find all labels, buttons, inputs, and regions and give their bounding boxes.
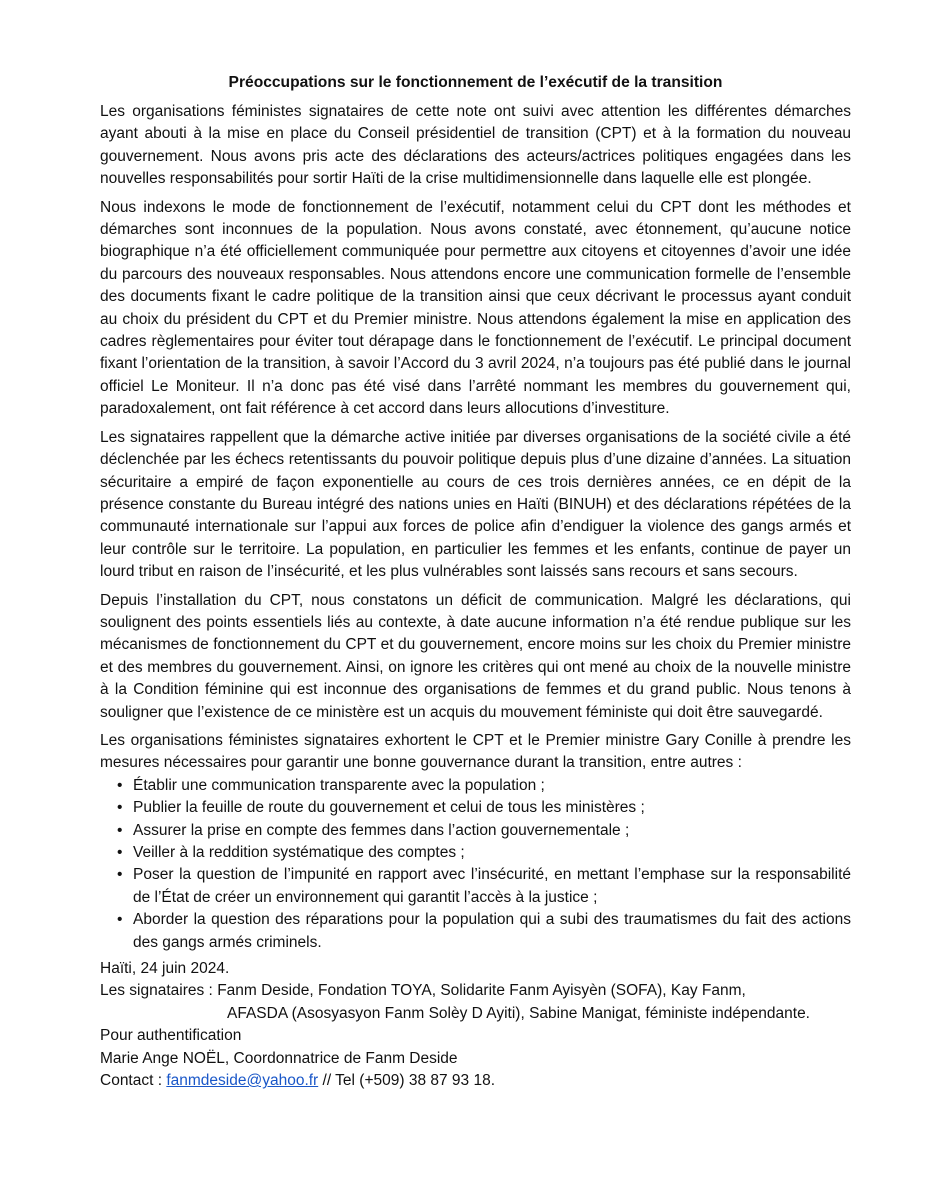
- document-date: Haïti, 24 juin 2024.: [100, 960, 230, 978]
- signatories: [100, 980, 851, 1002]
- paragraph-3: Les signataires rappellent que la démarche active initiée par diverses organisations de la société civile a été déclenchée par les échecs retentissants du pouvoir politique depuis plus d’une dizaine d’années. La situation sécuritaire a empiré de façon exponentielle au cours de ces trois dernières années, ce en dépit de la présence constante du Bureau intégré des nations unies en Haïti (BINUH) et des déclarations répétées de la communauté internationale sur l’appui aux forces de police afin d’endiguer la violence des gangs armés et leur contrôle sur le territoire. La population, en particulier les femmes et les enfants, continue de payer un lourd tribut en raison de l’insécurité, et les plus vulnérables sont laissés sans recours et sans secours.: [100, 428, 851, 581]
- bullet-icon: •: [117, 911, 123, 929]
- contact-email-link[interactable]: fanmdeside@yahoo.fr: [166, 1072, 319, 1090]
- authenticator-name: Marie Ange NOËL, Coordonnatrice de Fanm Deside: [100, 1049, 458, 1067]
- list-item: [100, 797, 851, 819]
- bullet-icon: •: [117, 799, 123, 817]
- demands-list: [100, 775, 851, 954]
- bullet-icon: •: [117, 866, 123, 884]
- document-title: Préoccupations sur le fonctionnement de l’exécutif de la transition: [228, 74, 723, 91]
- list-item-text: Aborder la question des réparations pour la population qui a subi des traumatismes du fait des actions des gangs armés criminels.: [133, 911, 851, 951]
- list-item-text: Assurer la prise en compte des femmes dans l’action gouvernementale ;: [133, 821, 630, 839]
- list-item-text: Poser la question de l’impunité en rapport avec l’insécurité, en mettant l’emphase sur la responsabilité de l’État de créer un environnement qui garantit l’accès à la justice ;: [133, 866, 851, 906]
- paragraph-2: Nous indexons le mode de fonctionnement de l’exécutif, notamment celui du CPT dont les méthodes et démarches sont inconnues de la population. Nous avons constaté, avec étonnement, qu’aucune notice biographique n’a été officiellement communiquée pour permettre aux citoyens et citoyennes d’avoir une idée du parcours des nouveaux responsables. Nous attendons encore une communication formelle de l’ensemble des documents fixant le cadre politique de la transition ainsi que ceux décrivant le processus ayant conduit au choix du président du CPT et du Premier ministre. Nous attendons également la mise en application des cadres règlementaires pour éviter tout dérapage dans le fonctionnement de l’exécutif. Le principal document fixant l’orientation de la transition, à savoir l’Accord du 3 avril 2024, n’a toujours pas été publié dans le journal officiel Le Moniteur. Il n’a donc pas été visé dans l’arrêté nommant les membres du gouvernement qui, paradoxalement, ont fait référence à cet accord dans leurs allocutions d’investiture.: [100, 198, 851, 418]
- list-item: [100, 864, 851, 909]
- paragraph-4: Depuis l’installation du CPT, nous constatons un déficit de communication. Malgré les déclarations, qui soulignent des points essentiels liés au contexte, à date aucune information n’a été rendue publique sur les mécanismes de fonctionnement du CPT et du gouvernement, encore moins sur les choix du Premier ministre et des membres du gouvernement. Ainsi, on ignore les critères qui ont mené au choix de la nouvelle ministre à la Condition féminine qui est inconnue des organisations de femmes et du grand public. Nous tenons à souligner que l’existence de ce ministère est un acquis du mouvement féministe qui doit être sauvegardé.: [100, 591, 851, 721]
- signatories-line-1: Fanm Deside, Fondation TOYA, Solidarite Fanm Ayisyèn (SOFA), Kay Fanm,: [217, 982, 746, 1000]
- list-item-text: Établir une communication transparente avec la population ;: [133, 776, 545, 794]
- list-item: [100, 842, 851, 864]
- list-item: [100, 820, 851, 842]
- bullet-icon: •: [117, 844, 123, 861]
- signatories-line-2: AFASDA (Asosyasyon Fanm Solèy D Ayiti), Sabine Manigat, féministe indépendante.: [227, 1004, 810, 1022]
- authentication-label: Pour authentification: [100, 1027, 242, 1045]
- contact-line: [100, 1070, 851, 1092]
- contact-phone: // Tel (+509) 38 87 93 18.: [318, 1072, 496, 1090]
- list-item: [100, 775, 851, 797]
- paragraph-1: Les organisations féministes signataires de cette note ont suivi avec attention les différentes démarches ayant abouti à la mise en place du Conseil présidentiel de transition (CPT) et à la formation du nouveau gouvernement. Nous avons pris acte des déclarations des acteurs/actrices politiques engagées dans les nouvelles responsabilités pour sortir Haïti de la crise multidimensionnelle dans laquelle elle est plongée.: [100, 103, 851, 188]
- signatories-label: Les signataires :: [100, 982, 218, 1000]
- document-body: [100, 101, 851, 1092]
- list-item-text: Publier la feuille de route du gouvernement et celui de tous les ministères ;: [133, 799, 645, 817]
- list-item-text: Veiller à la reddition systématique des comptes ;: [133, 844, 465, 861]
- bullet-icon: •: [117, 776, 123, 794]
- list-intro: Les organisations féministes signataires exhortent le CPT et le Premier ministre Gary Conille à prendre les mesures nécessaires pour garantir une bonne gouvernance durant la transition, entre autres :: [100, 731, 851, 772]
- contact-label: Contact :: [100, 1072, 167, 1090]
- list-item: [100, 909, 851, 954]
- bullet-icon: •: [117, 821, 123, 839]
